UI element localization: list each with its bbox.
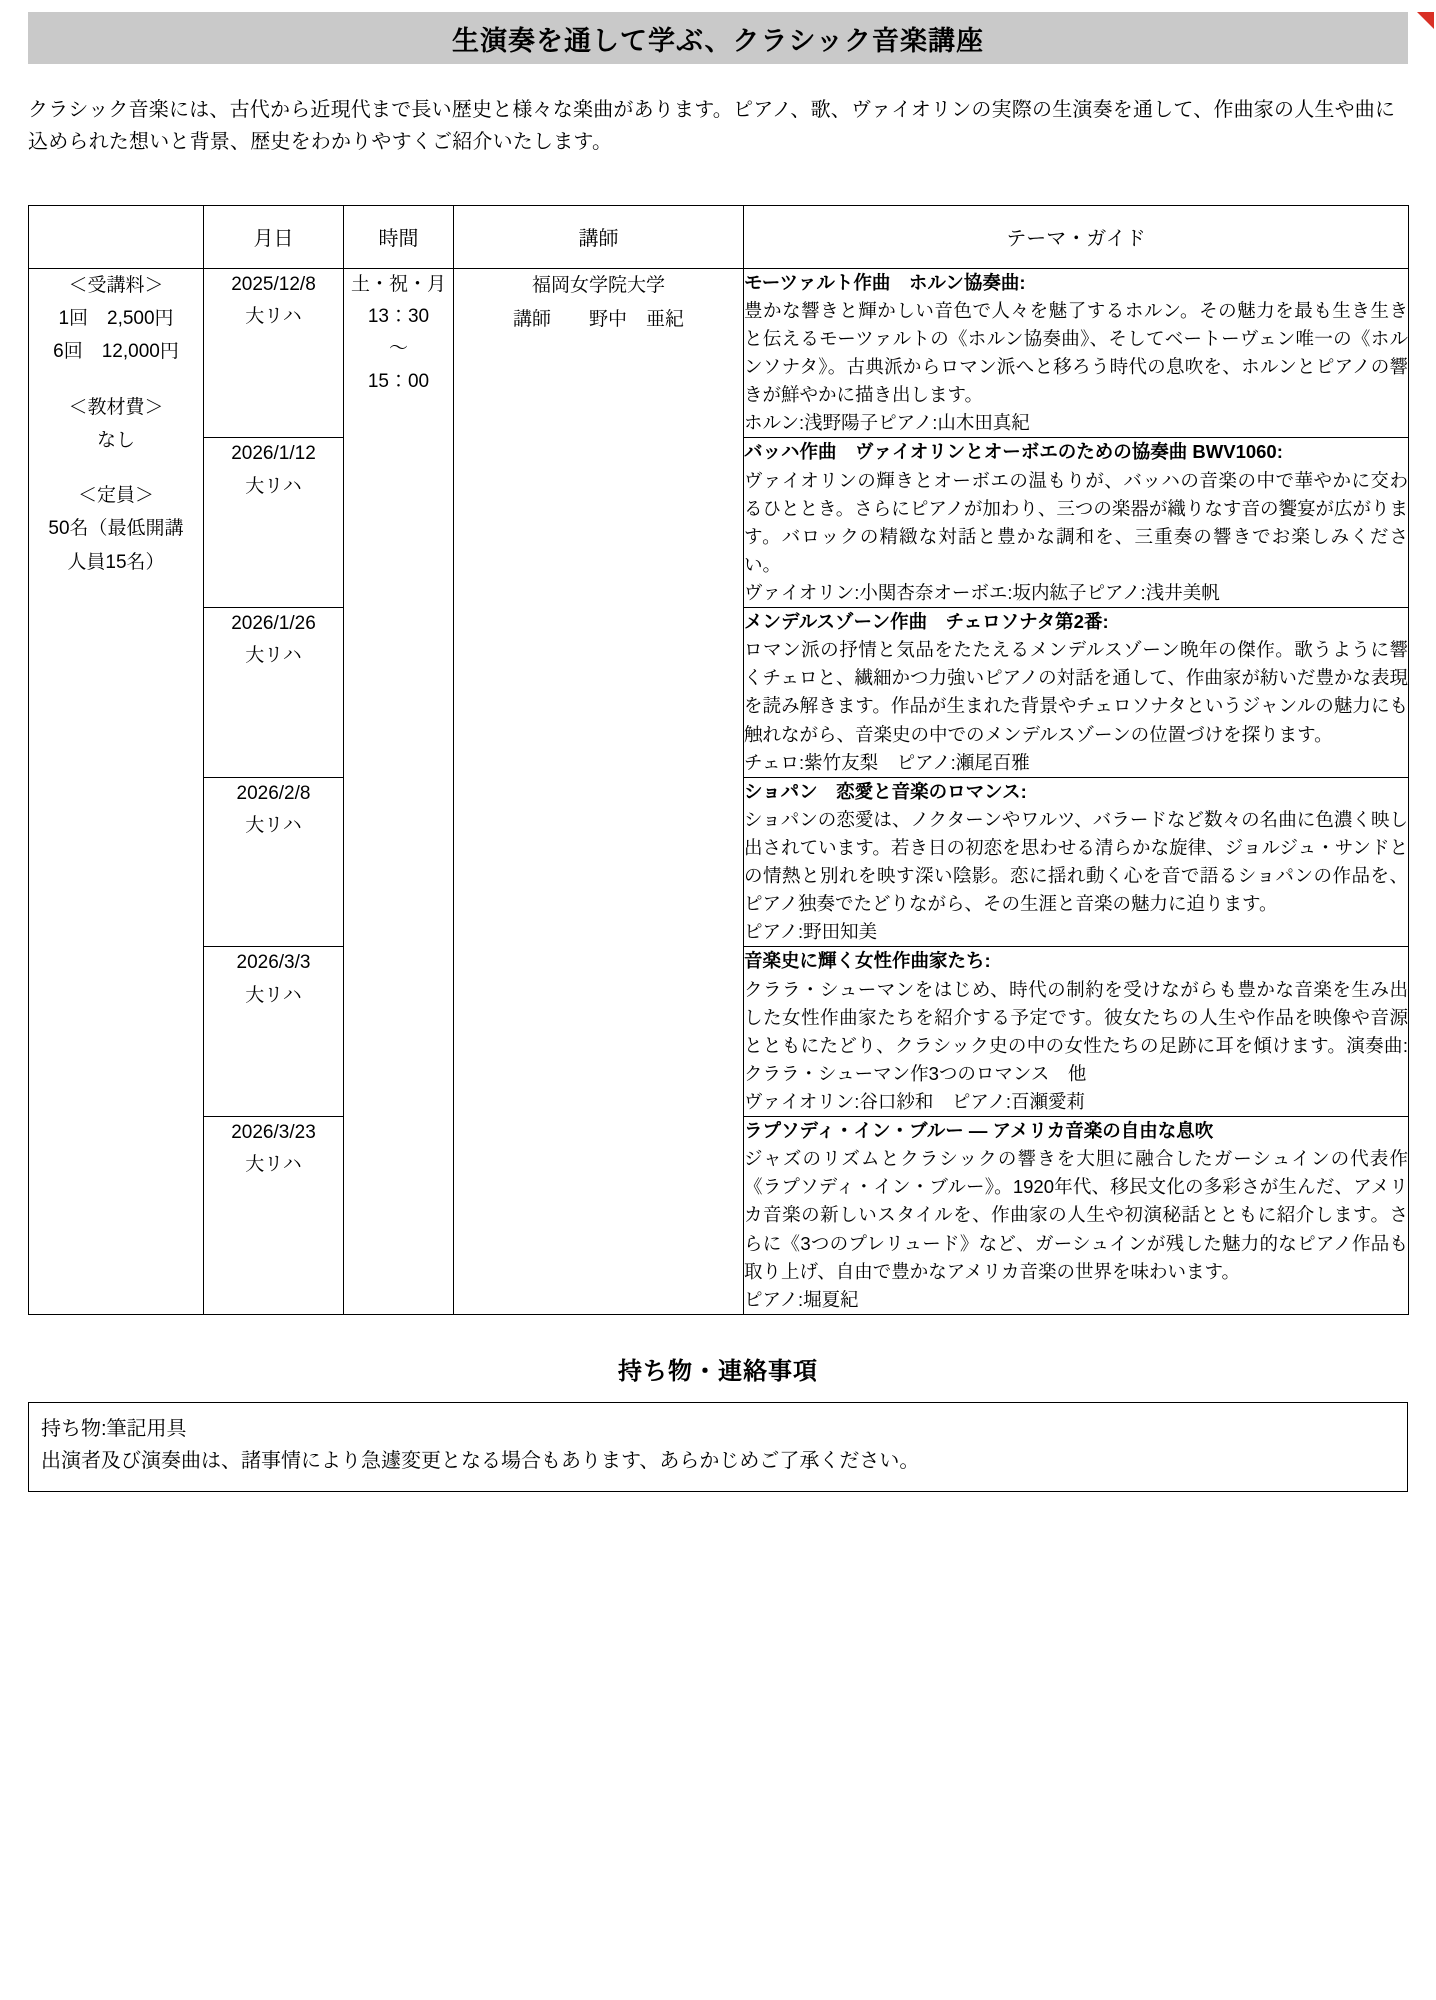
material-fee-value: なし [96, 429, 135, 451]
fee-label: ＜受講料＞ [68, 274, 164, 296]
venue-value: 大リハ [245, 815, 302, 837]
fee-once: 1回 2,500円 [58, 308, 174, 330]
date-value: 2025/12/8 [231, 273, 316, 295]
note-belongings: 持ち物:筆記用具 [41, 1417, 187, 1440]
intro-paragraph: クラシック音楽には、古代から近現代まで長い歴史と様々な楽曲があります。ピアノ、歌、ヴァイオリンの実際の生演奏を通して、作曲家の人生や曲に込められた想いと背景、歴史をわかりやすくご紹介いたします。 [28, 99, 1396, 154]
theme-performers: ホルン:浅野陽子ピアノ:山木田真紀 [744, 412, 1030, 434]
capacity-label: ＜定員＞ [77, 485, 154, 507]
column-header-time: 時間 [344, 205, 454, 268]
theme-title: ラプソディ・イン・ブルー — アメリカ音楽の自由な息吹 [744, 1120, 1214, 1142]
theme-performers: ピアノ:堀夏紀 [744, 1288, 859, 1310]
date-value: 2026/2/8 [236, 782, 311, 804]
theme-cell [744, 947, 1409, 1117]
document-page [0, 12, 1436, 2000]
theme-performers: ヴァイオリン:谷口紗和 ピアノ:百瀬愛莉 [744, 1090, 1086, 1112]
theme-title: バッハ作曲 ヴァイオリンとオーボエのための協奏曲 BWV1060: [744, 441, 1283, 463]
theme-cell [744, 438, 1409, 608]
theme-performers: チェロ:紫竹友梨 ピアノ:瀬尾百雅 [744, 751, 1030, 773]
theme-cell [744, 1117, 1409, 1315]
column-header-lecturer: 講師 [454, 205, 744, 268]
theme-description: 豊かな響きと輝かしい音色で人々を魅了するホルン。その魅力を最も生き生きと伝えるモーツァルトの《ホルン協奏曲》、そしてベートーヴェン唯一の《ホルンソナタ》。古典派からロマン派へと移ろう時代の息吹を、ホルンとピアノの響きが鮮やかに描き出します。 [744, 299, 1408, 406]
capacity-value-1: 50名（最低開講 [48, 518, 184, 540]
capacity-value-2: 人員15名） [67, 551, 165, 573]
venue-value: 大リハ [245, 475, 302, 497]
theme-description: ヴァイオリンの輝きとオーボエの温もりが、バッハの音楽の中で華やかに交わるひととき。さらにピアノが加わり、三つの楽器が織りなす音の饗宴が広がります。バロックの精緻な対話と豊かな調和を、三重奏の響きでお楽しみください。 [744, 469, 1408, 575]
theme-description: クララ・シューマンをはじめ、時代の制約を受けながらも豊かな音楽を生み出した女性作曲家たちを紹介する予定です。彼女たちの人生や作品を映像や音源とともにたどり、クラシック史の中の女性たちの足跡に耳を傾けます。演奏曲:クララ・シューマン作3つのロマンス 他 [744, 978, 1408, 1084]
theme-cell [744, 777, 1409, 947]
theme-title: 音楽史に輝く女性作曲家たち: [744, 950, 991, 972]
material-fee-label: ＜教材費＞ [68, 396, 164, 418]
date-cell [204, 777, 344, 947]
venue-value: 大リハ [245, 1154, 302, 1176]
notes-box [28, 1402, 1408, 1492]
time-cell [344, 268, 454, 1314]
lecturer-name: 講師 野中 亜紀 [512, 308, 684, 330]
lecturer-cell [454, 268, 744, 1314]
theme-performers: ピアノ:野田知美 [744, 921, 878, 943]
theme-description: ロマン派の抒情と気品をたたえるメンデルスゾーン晩年の傑作。歌うように響くチェロと、繊細かつ力強いピアノの対話を通して、作曲家が紡いだ豊かな表現を読み解きます。作品が生まれた背景やチェロソナタというジャンルの魅力にも触れながら、音楽史の中でのメンデルスゾーンの位置づけを探ります。 [744, 639, 1408, 745]
time-start: 13：30 [367, 306, 430, 328]
date-value: 2026/3/3 [236, 952, 311, 974]
footer-section-title: 持ち物・連絡事項 [618, 1357, 818, 1385]
theme-title: ショパン 恋愛と音楽のロマンス: [744, 780, 1027, 802]
theme-description: ショパンの恋愛は、ノクターンやワルツ、バラードなど数々の名曲に色濃く映し出されています。若き日の初恋を思わせる清らかな旋律、ジョルジュ・サンドとの情熱と別れを映す深い陰影。恋に揺れ動く心を音で語るショパンの作品を、ピアノ独奏でたどりながら、その生涯と音楽の魅力に迫ります。 [744, 808, 1408, 915]
venue-value: 大リハ [245, 984, 302, 1006]
venue-value: 大リハ [245, 645, 302, 667]
time-separator: 〜 [388, 338, 408, 360]
theme-title: メンデルスゾーン作曲 チェロソナタ第2番: [744, 611, 1109, 633]
date-cell [204, 608, 344, 778]
page-title: 生演奏を通して学ぶ、クラシック音楽講座 [452, 25, 984, 56]
lecturer-affiliation: 福岡女学院大学 [531, 274, 665, 296]
date-value: 2026/1/12 [231, 443, 316, 465]
venue-value: 大リハ [245, 306, 302, 328]
date-cell [204, 438, 344, 608]
time-end: 15：00 [367, 370, 430, 392]
corner-marker-icon [1417, 12, 1434, 29]
date-value: 2026/1/26 [231, 613, 316, 635]
column-header-date: 月日 [204, 205, 344, 268]
fee-cell [29, 268, 204, 1314]
schedule-table [28, 205, 1409, 1315]
document-title-bar [28, 12, 1408, 64]
column-header-theme: テーマ・ガイド [744, 205, 1409, 268]
date-cell [204, 947, 344, 1117]
theme-performers: ヴァイオリン:小関杏奈オーボエ:坂内紘子ピアノ:浅井美帆 [744, 581, 1220, 603]
date-cell [204, 1117, 344, 1315]
note-disclaimer: 出演者及び演奏曲は、諸事情により急遽変更となる場合もあります、あらかじめご了承ください。 [41, 1449, 920, 1472]
date-cell [204, 268, 344, 438]
column-header-fee [29, 205, 204, 268]
theme-cell [744, 268, 1409, 438]
fee-six: 6回 12,000円 [53, 341, 179, 363]
theme-cell [744, 608, 1409, 778]
table-row [29, 268, 1409, 438]
theme-title: モーツァルト作曲 ホルン協奏曲: [744, 271, 1026, 293]
theme-description: ジャズのリズムとクラシックの響きを大胆に融合したガーシュインの代表作《ラプソディ・イン・ブルー》。1920年代、移民文化の多彩さが生んだ、アメリカ音楽の新しいスタイルを、作曲家の人生や初演秘話とともに紹介します。さらに《3つのプレリュード》など、ガーシュインが残した魅力的なピアノ作品も取り上げ、自由で豊かなアメリカ音楽の世界を味わいます。 [744, 1148, 1408, 1282]
date-value: 2026/3/23 [231, 1122, 316, 1144]
time-days: 土・祝・月 [350, 273, 446, 295]
table-header-row [29, 205, 1409, 268]
